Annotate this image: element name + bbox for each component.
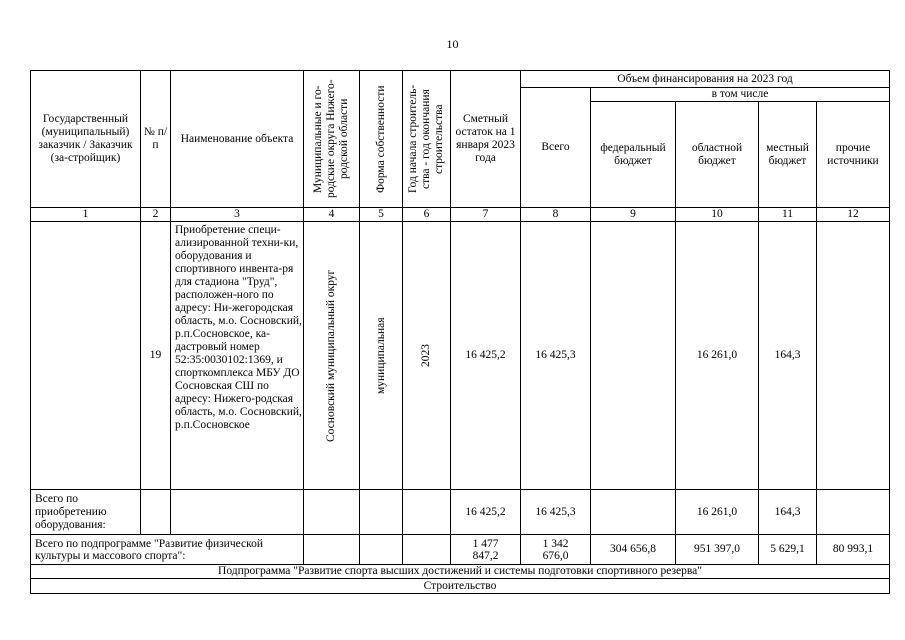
equipment-total-local: 164,3 <box>759 490 817 535</box>
header-including: в том числе <box>591 88 890 102</box>
main-object-name: Приобретение специ-ализированной техни-ки, оборудования и спортивного инвента-ря для стадиона "Труд", расположен-ного по адресу: Ни-жегородская область, м.о. Сосновский, р.п.Сосновское, ка-дастровый номер 52:35:0030102:1369, и спорткомплекса МБУ ДО Сосновская СШ по адресу: Нижего-родская область, м.о. Сосновский, р.п.Сосновское <box>171 222 304 490</box>
header-estimate: Сметный остаток на 1 января 2023 года <box>451 71 521 208</box>
header-local: местный бюджет <box>759 102 817 208</box>
equipment-total-estimate: 16 425,2 <box>451 490 521 535</box>
header-other: прочие источники <box>817 102 890 208</box>
section-heading: Строительство <box>31 579 890 594</box>
column-numbers-row <box>31 208 890 222</box>
table-row-equipment-total <box>31 490 890 535</box>
subprogram-total-local: 5 629,1 <box>759 535 817 565</box>
subprogram-total-total-line2: 676,0 <box>542 549 569 562</box>
subprogram-total-federal: 304 656,8 <box>591 535 676 565</box>
main-years: 2023 <box>420 344 432 367</box>
subprogram-total-total <box>521 535 591 565</box>
main-other <box>817 222 890 490</box>
subprogram-total-label: Всего по подпрограмме "Развитие физической культуры и массового спорта": <box>31 535 304 565</box>
header-num: № п/п <box>141 71 171 208</box>
header-municipal: Муниципальные и го-родские округа Нижего-родской области <box>312 79 350 199</box>
equipment-total-regional: 16 261,0 <box>676 490 759 535</box>
header-object-name: Наименование объекта <box>171 71 304 208</box>
subprogram-total-estimate-line2: 847,2 <box>472 549 499 562</box>
page-number: 10 <box>446 37 459 51</box>
column-number: 3 <box>171 208 304 222</box>
main-total: 16 425,3 <box>521 222 591 490</box>
subprogram-total-total-line1: 1 342 <box>542 537 569 550</box>
table-row-subprogram-total <box>31 535 890 565</box>
financing-table <box>30 70 890 594</box>
column-number: 8 <box>521 208 591 222</box>
column-number: 10 <box>676 208 759 222</box>
header-federal: федеральный бюджет <box>591 102 676 208</box>
subprogram-total-other: 80 993,1 <box>817 535 890 565</box>
main-customer <box>31 222 141 490</box>
header-customer: Государственный (муниципальный) заказчик / Заказчик (за-стройщик) <box>31 71 141 208</box>
column-number: 11 <box>759 208 817 222</box>
equipment-total-label: Всего по приобретению оборудования: <box>31 490 141 535</box>
header-years: Год начала строитель-ства - год окончания строительства <box>407 84 445 194</box>
header-ownership: Форма собственности <box>374 85 387 193</box>
main-federal <box>591 222 676 490</box>
column-number: 2 <box>141 208 171 222</box>
main-num: 19 <box>141 222 171 490</box>
header-funding-title: Объем финансирования на 2023 год <box>521 71 890 88</box>
main-ownership: муниципальная <box>374 317 387 394</box>
column-number: 7 <box>451 208 521 222</box>
subprogram-total-estimate <box>451 535 521 565</box>
subprogram-heading: Подпрограмма "Развитие спорта высших достижений и системы подготовки спортивного резерва" <box>31 565 890 579</box>
main-estimate: 16 425,2 <box>451 222 521 490</box>
column-number: 12 <box>817 208 890 222</box>
main-municipal: Сосновский муниципальный округ <box>325 269 337 442</box>
table-row-main <box>31 222 890 490</box>
equipment-total-total: 16 425,3 <box>521 490 591 535</box>
subprogram-total-estimate-line1: 1 477 <box>472 537 499 550</box>
header-regional: областной бюджет <box>676 102 759 208</box>
header-total: Всего <box>521 88 591 208</box>
main-local: 164,3 <box>759 222 817 490</box>
subprogram-total-regional: 951 397,0 <box>676 535 759 565</box>
column-number: 6 <box>403 208 451 222</box>
column-number: 9 <box>591 208 676 222</box>
column-number: 1 <box>31 208 141 222</box>
column-number: 5 <box>360 208 403 222</box>
main-regional: 16 261,0 <box>676 222 759 490</box>
column-number: 4 <box>304 208 360 222</box>
